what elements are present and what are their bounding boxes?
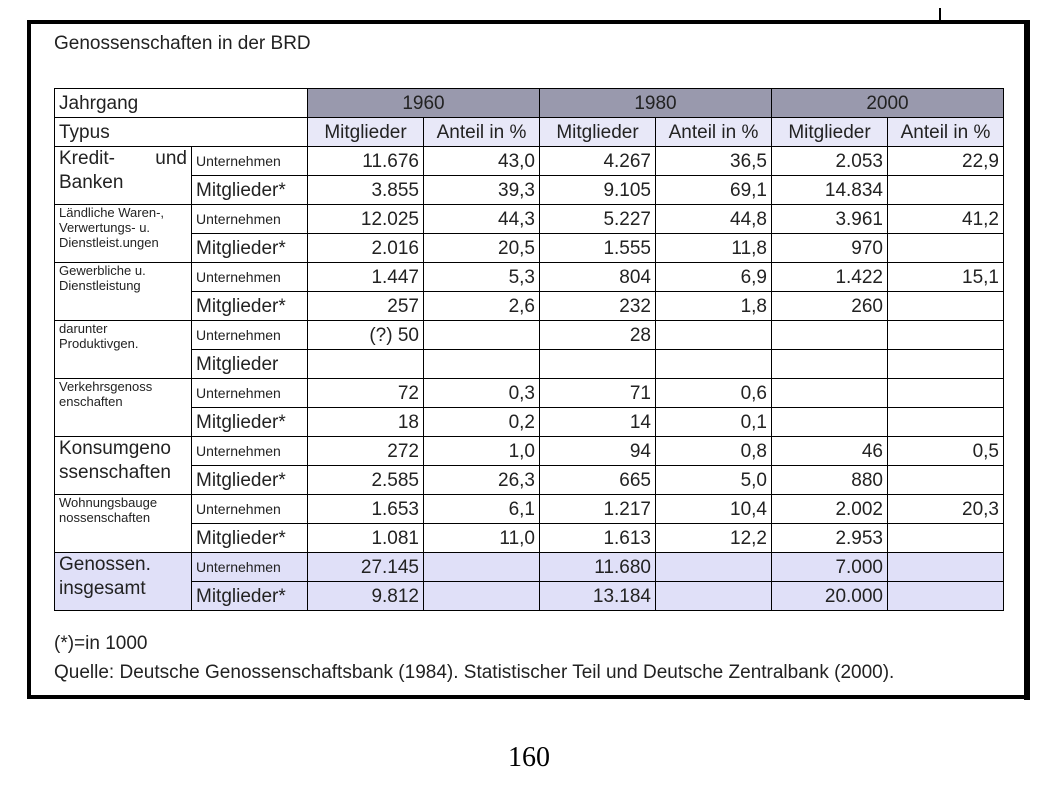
row-group-label: Ländliche Waren-, Verwertungs- u. Dienstleist.ungen xyxy=(55,205,192,263)
year-header: 1960 xyxy=(308,89,540,118)
edge-tick-mark xyxy=(939,8,941,20)
row-group-label: Verkehrsgenoss enschaften xyxy=(55,379,192,437)
table-cell: 804 xyxy=(540,263,656,292)
table-cell xyxy=(888,176,1004,205)
table-cell: 4.267 xyxy=(540,147,656,176)
table-cell: 1.081 xyxy=(308,524,424,553)
table-cell xyxy=(888,408,1004,437)
table-cell: 14.834 xyxy=(772,176,888,205)
table-row xyxy=(55,147,1004,176)
table-row xyxy=(55,205,1004,234)
footnote: (*)=in 1000 xyxy=(54,633,148,654)
table-cell: 3.855 xyxy=(308,176,424,205)
column-header-mitglieder: Mitglieder xyxy=(308,118,424,147)
row-sub-label: Mitglieder* xyxy=(192,176,308,205)
column-header-anteil: Anteil in % xyxy=(656,118,772,147)
table-cell xyxy=(424,321,540,350)
table-cell xyxy=(424,553,540,582)
table-cell: 11.680 xyxy=(540,553,656,582)
table-cell: 27.145 xyxy=(308,553,424,582)
table-cell xyxy=(772,408,888,437)
table-cell xyxy=(888,379,1004,408)
table-cell: 0,5 xyxy=(888,437,1004,466)
table-cell: 2.002 xyxy=(772,495,888,524)
typus-label: Typus xyxy=(55,118,308,147)
table-cell xyxy=(424,582,540,611)
table-cell: 2.585 xyxy=(308,466,424,495)
row-sub-label: Mitglieder* xyxy=(192,234,308,263)
table-cell: 72 xyxy=(308,379,424,408)
table-cell: 1.613 xyxy=(540,524,656,553)
row-sub-label: Unternehmen xyxy=(192,495,308,524)
row-sub-label: Unternehmen xyxy=(192,379,308,408)
year-header: 2000 xyxy=(772,89,1004,118)
row-sub-label: Mitglieder* xyxy=(192,524,308,553)
table-cell: 10,4 xyxy=(656,495,772,524)
table-row xyxy=(55,350,1004,379)
table-cell: 272 xyxy=(308,437,424,466)
table-cell: 13.184 xyxy=(540,582,656,611)
year-header: 1980 xyxy=(540,89,772,118)
table-cell xyxy=(888,292,1004,321)
jahrgang-label: Jahrgang xyxy=(55,89,308,118)
table-row xyxy=(55,495,1004,524)
table-row xyxy=(55,437,1004,466)
table-cell: 36,5 xyxy=(656,147,772,176)
table-cell: 11,0 xyxy=(424,524,540,553)
table-cell: 880 xyxy=(772,466,888,495)
table-cell xyxy=(888,524,1004,553)
table-cell: 257 xyxy=(308,292,424,321)
table-cell: 1.653 xyxy=(308,495,424,524)
table-cell: 20,5 xyxy=(424,234,540,263)
row-group-label: darunter Produktivgen. xyxy=(55,321,192,379)
table-cell xyxy=(772,321,888,350)
table-cell: 232 xyxy=(540,292,656,321)
table-cell xyxy=(888,234,1004,263)
table-cell: 94 xyxy=(540,437,656,466)
table-cell: 9.105 xyxy=(540,176,656,205)
table-row xyxy=(55,292,1004,321)
table-cell xyxy=(888,466,1004,495)
table-cell xyxy=(888,350,1004,379)
table-cell xyxy=(656,553,772,582)
table-cell: 12,2 xyxy=(656,524,772,553)
table-cell: 14 xyxy=(540,408,656,437)
row-sub-label: Mitglieder* xyxy=(192,292,308,321)
table-cell: 1.447 xyxy=(308,263,424,292)
table-cell: 26,3 xyxy=(424,466,540,495)
table-cell xyxy=(540,350,656,379)
table-cell: 44,8 xyxy=(656,205,772,234)
row-sub-label: Mitglieder* xyxy=(192,466,308,495)
table-cell: 11.676 xyxy=(308,147,424,176)
table-cell: 7.000 xyxy=(772,553,888,582)
table-cell: 1.555 xyxy=(540,234,656,263)
table-cell: 1.217 xyxy=(540,495,656,524)
table-cell: 18 xyxy=(308,408,424,437)
table-cell: 2,6 xyxy=(424,292,540,321)
table-cell: 5.227 xyxy=(540,205,656,234)
row-group-label: Kredit- und Banken xyxy=(55,147,192,205)
table-row xyxy=(55,321,1004,350)
cooperatives-table xyxy=(54,88,1004,611)
table-row xyxy=(55,234,1004,263)
table-cell: 0,8 xyxy=(656,437,772,466)
table-title: Genossenschaften in der BRD xyxy=(54,33,311,54)
table-cell xyxy=(888,321,1004,350)
table-cell: 1,0 xyxy=(424,437,540,466)
row-sub-label: Unternehmen xyxy=(192,553,308,582)
table-cell: 970 xyxy=(772,234,888,263)
table-cell: 44,3 xyxy=(424,205,540,234)
table-row xyxy=(55,524,1004,553)
source-note: Quelle: Deutsche Genossenschaftsbank (1984). Statistischer Teil und Deutsche Zentralbank (2000). xyxy=(54,662,895,683)
table-cell: 20.000 xyxy=(772,582,888,611)
slide-frame-shadow xyxy=(1024,20,1030,700)
table-row xyxy=(55,582,1004,611)
table-cell: 0,2 xyxy=(424,408,540,437)
row-sub-label: Mitglieder xyxy=(192,350,308,379)
row-sub-label: Unternehmen xyxy=(192,205,308,234)
table-cell: (?) 50 xyxy=(308,321,424,350)
table-cell: 260 xyxy=(772,292,888,321)
table-cell: 5,0 xyxy=(656,466,772,495)
table-cell xyxy=(308,350,424,379)
table-cell: 20,3 xyxy=(888,495,1004,524)
row-sub-label: Mitglieder* xyxy=(192,582,308,611)
table-cell: 6,9 xyxy=(656,263,772,292)
row-group-label: Gewerbliche u. Dienstleistung xyxy=(55,263,192,321)
table-cell: 71 xyxy=(540,379,656,408)
typus-header-row xyxy=(55,118,1004,147)
table-cell xyxy=(656,350,772,379)
table-cell: 1.422 xyxy=(772,263,888,292)
table-row xyxy=(55,263,1004,292)
table-cell xyxy=(772,350,888,379)
column-header-mitglieder: Mitglieder xyxy=(772,118,888,147)
table-cell: 11,8 xyxy=(656,234,772,263)
row-group-label: Konsumgeno ssenschaften xyxy=(55,437,192,495)
row-group-label: Genossen. insgesamt xyxy=(55,553,192,611)
row-group-label: Wohnungsbauge nossenschaften xyxy=(55,495,192,553)
table-cell: 46 xyxy=(772,437,888,466)
table-cell xyxy=(424,350,540,379)
page-number: 160 xyxy=(508,742,550,773)
table-cell: 39,3 xyxy=(424,176,540,205)
table-cell: 6,1 xyxy=(424,495,540,524)
table-cell xyxy=(888,553,1004,582)
table-cell: 28 xyxy=(540,321,656,350)
row-sub-label: Unternehmen xyxy=(192,437,308,466)
table-cell: 0,1 xyxy=(656,408,772,437)
table-body xyxy=(55,147,1004,611)
row-sub-label: Mitglieder* xyxy=(192,408,308,437)
table-cell xyxy=(656,582,772,611)
table-cell: 5,3 xyxy=(424,263,540,292)
table-cell: 12.025 xyxy=(308,205,424,234)
table-cell xyxy=(656,321,772,350)
table-cell: 41,2 xyxy=(888,205,1004,234)
table-cell xyxy=(772,379,888,408)
table-cell: 3.961 xyxy=(772,205,888,234)
table-row xyxy=(55,466,1004,495)
table-cell: 22,9 xyxy=(888,147,1004,176)
table-cell: 15,1 xyxy=(888,263,1004,292)
row-sub-label: Unternehmen xyxy=(192,147,308,176)
table-cell: 0,3 xyxy=(424,379,540,408)
table-cell: 9.812 xyxy=(308,582,424,611)
table-cell: 2.053 xyxy=(772,147,888,176)
table-cell: 69,1 xyxy=(656,176,772,205)
column-header-anteil: Anteil in % xyxy=(424,118,540,147)
table-cell: 1,8 xyxy=(656,292,772,321)
table-cell: 665 xyxy=(540,466,656,495)
table-cell: 43,0 xyxy=(424,147,540,176)
column-header-mitglieder: Mitglieder xyxy=(540,118,656,147)
table-cell: 0,6 xyxy=(656,379,772,408)
year-header-row xyxy=(55,89,1004,118)
table-row xyxy=(55,408,1004,437)
table-cell: 2.016 xyxy=(308,234,424,263)
table-cell xyxy=(888,582,1004,611)
table-row xyxy=(55,553,1004,582)
table-row xyxy=(55,379,1004,408)
table-row xyxy=(55,176,1004,205)
row-sub-label: Unternehmen xyxy=(192,263,308,292)
row-sub-label: Unternehmen xyxy=(192,321,308,350)
table-cell: 2.953 xyxy=(772,524,888,553)
column-header-anteil: Anteil in % xyxy=(888,118,1004,147)
